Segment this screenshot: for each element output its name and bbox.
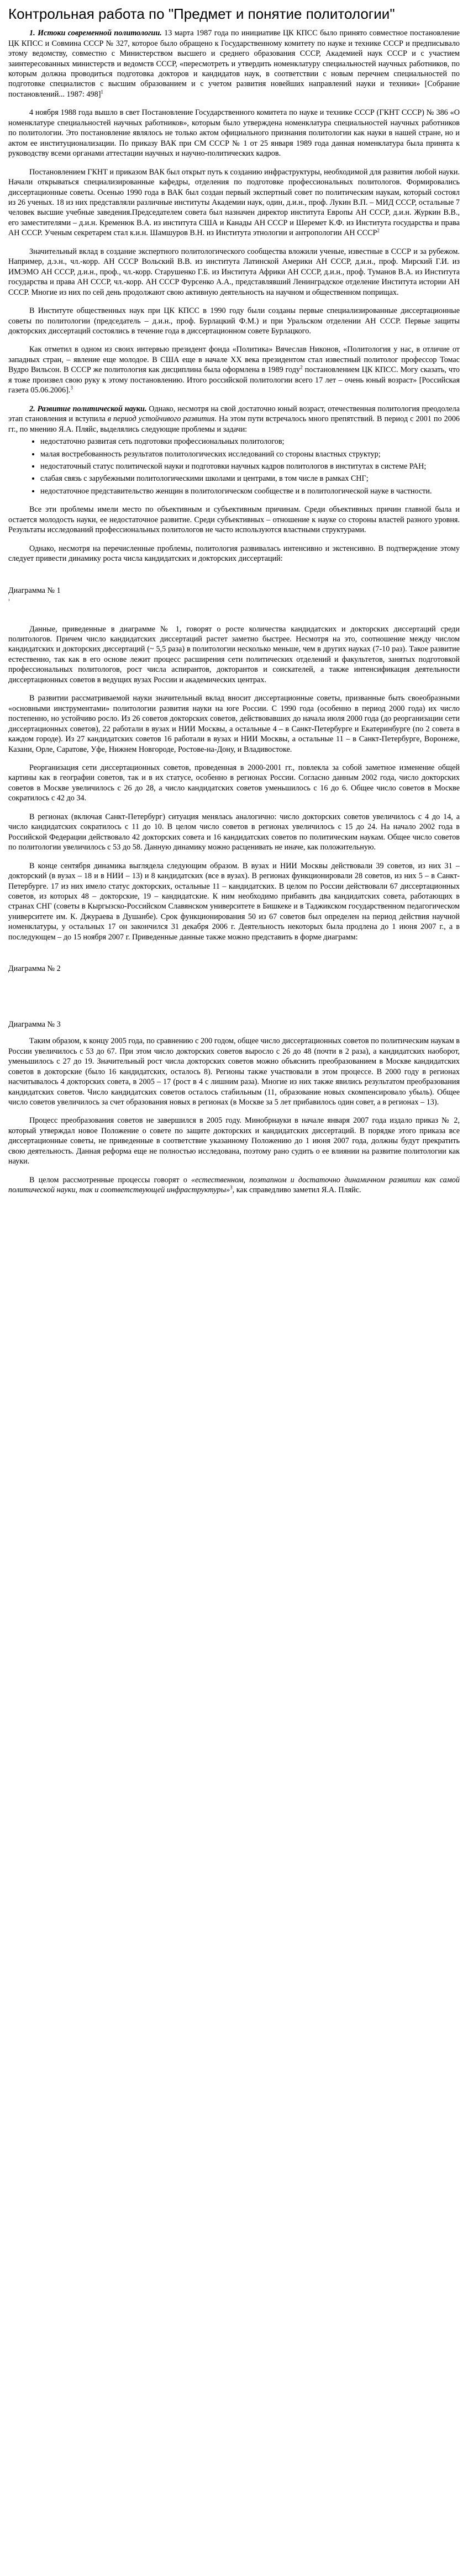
section2-intro-text: Однако, несмотря на свой достаточно юный возраст, отечественная политология преодолела этап становления и вступила	[8, 404, 460, 424]
section3-paragraph-1: Данные, приведенные в диаграмме № 1, говорят о росте количества кандидатских и докторских диссертаций среди политологов. Причем число кандидатских диссертаций растет заметно быстрее. Несмотря на это, соотношение между числом кандидатских и докторских диссертаций (~ 5,5 раза) в политологии несколько меньше, чем в других науках (7-10 раз). Такое развитие естественно, так как в его основе лежит процесс расширения сети политических отделений и факультетов, занятых подготовкой профессиональных политологов, рост числа аспирантов, докторантов и соискателей, а также интенсификация деятельности диссертационных советов в ведущих вузах России и академических центрах.	[8, 624, 460, 684]
section1-p1-text: 13 марта 1987 года по инициативе ЦК КПСС было принято совместное постановление ЦК КПСС и Совмина СССР № 327, которое было обращено к Государственному комитету по науке и технике СССР и предписывало этому ведомству, совместно с Министерством высшего и среднего образования СССР, Академией наук СССР и с участием заинтересованных министерств и ведомств СССР, «пересмотреть и утвердить номенклатуру специальностей научных работников, по которым должна проводиться подготовка докторов и кандидатов наук, в соответствии с новым перечнем специальностей по подготовке специалистов с высшим образованием и с учетом развития новейших направлений науки и техники» [Собрание постановлений... 1987: 498]	[8, 29, 460, 99]
footnote-ref: 1	[101, 89, 103, 95]
section3-paragraph-5: В конце сентября динамика выглядела следующим образом. В вузах и НИИ Москвы действовали 39 советов, из них 31 – докторский (в вузах – 18 и в НИИ – 13) и 8 кандидатских (все в вузах). В регионах функционировали 28 советов, из них 5 – в Санкт-Петербурге. 17 из них имело статус докторских, остальные 11 – кандидатских. В целом по России действовали 67 диссертационных советов, из которых 48 – докторские, 19 – кандидатские. К ним необходимо прибавить два кандидатских совета, работающих в странах СНГ (советы в Кыргызско-Российском Славянском университете в Бишкеке и в Таджикском государственном педагогическом университете им. К. Джураева в Душанбе). Срок функционирования 50 из 67 советов был определен на период действия научной номенклатуры, у остальных 17 он закончился 31 декабря 2006 г. Деятельность некоторых была продлена до 1 июня 2007 г., а в последующем – до 15 ноября 2007 г. Приведенные данные также можно представить в форме диаграмм:	[8, 861, 460, 942]
diagram-2-area	[8, 976, 460, 998]
section4-paragraph-3	[8, 1175, 460, 1196]
section1-heading: Истоки современной политологии.	[38, 29, 162, 38]
footnote-ref: 2	[300, 364, 303, 370]
section1-paragraph-2: 4 ноября 1988 года вышло в свет Постановление Государственного комитета по науке и технике СССР (ГКНТ СССР) № 386 «О номенклатуре специальностей научных работников», которым было утверждена номенклатура специальностей научных работников по политологии. Это постановление являлось не только актом официального признания политологии как науки в нашей стране, но и актом ее институционализации. По приказу ВАК при СМ СССР № 1 от 25 января 1989 года данная номенклатура была принята к руководству всеми органами аттестации научных и научно-политических кадров.	[8, 108, 460, 158]
diagram-1-label: Диаграмма № 1	[8, 586, 61, 595]
section4-p3-text: В целом рассмотренные процессы говорят о	[29, 1175, 191, 1185]
section4-paragraph-1: Таким образом, к концу 2005 года, по сравнению с 200 годом, общее число диссертационных советов по политическим наукам в России увеличилось с 53 до 67. При этом число докторских советов выросло с 26 до 48 (почти в 2 раза), а кандидатских наоборот, уменьшилось с 27 до 19. Значительный рост числа докторских советов можно объяснить преобразованием в Москве кандидатских советов в докторские (было 16 кандидатских, осталось 8). Регионы также участвовали в этом процессе. В 2000 году в регионах насчитывалось 4 докторских совета, в 2005 – 17 (рост в 4 с лишним раза). Многие из них также явились результатом преобразования кандидатских советов. Число кандидатских советов осталось стабильным (11, образование новых скомпенсировало убыль). Общее число советов увеличилось за счет образования новых в регионах (в Москве за 5 лет прибавилось один совет, а в регионах – 13).	[8, 1037, 460, 1107]
section4-p3-quote: «естественном, поэтапном и достаточно динамичном развитии как самой политической науки, так и соответствующей инфраструктуры»	[8, 1175, 460, 1195]
section1-paragraph-3	[8, 167, 460, 238]
section2-paragraph-after-2: Однако, несмотря на перечисленные проблемы, политология развивалась интенсивно и экстенсивно. В подтверждение этому следует привести динамику роста числа кандидатских и докторских диссертаций:	[8, 544, 460, 564]
section4-paragraph-2: Процесс преобразования советов не завершился в 2005 году. Минобрнауки в начале января 2007 года издало приказ № 2, который утверждал новое Положение о совете по защите докторских и кандидатских диссертаций. В порядке этого приказа все диссертационные советы, не приведенные в соответствие указанному Положению до 1 июня 2007 года, должны будут прекратить свою деятельность. Данная реформа еще не полностью исследована, поэтому рано судить о ее влиянии на развитие политологии как науки.	[8, 1116, 460, 1166]
diagram-1-mark: ¹	[8, 597, 10, 603]
footnote-ref: 3	[70, 385, 73, 391]
section1-heading-number: 1.	[29, 29, 35, 38]
section1-paragraph-4: Значительный вклад в создание экспертного политологического сообщества вложили ученые, известные в СССР и за рубежом. Например, д.э.н., чл.-корр. АН СССР Вольский В.В. из института Латинской Америки АН СССР, д.и.н., проф. Мирский Г.И. из ИМЭМО АН СССР, д.и.н., проф., чл.-корр. Старушенко Г.Б. из Института Африки АН СССР, д.и.н., проф. Туманов В.А. из Института государства и права АН СССР, чл.-корр. АН СССР Фурсенко А.А., представлявший Ленинградское отделение Института истории АН СССР. Многие из них по сей день продолжают свою активную деятельность на научном и общественном поприщах.	[8, 247, 460, 297]
diagram-2-label: Диаграмма № 2	[8, 964, 61, 974]
section3-paragraph-4: В регионах (включая Санкт-Петербург) ситуация менялась аналогично: число докторских советов увеличилось с 4 до 14, а число кандидатских сократилось с 11 до 10. В целом число советов в регионах увеличилось с 15 до 24. На начало 2002 года в Российской Федерации действовало 42 докторских совета и 16 кандидатских советов по политическим наукам. Общее число советов по политологии увеличилось с 53 до 58. Данную динамику можно расценивать не иначе, как положительную.	[8, 812, 460, 852]
list-item: • недостаточный статус политической науки и подготовки научных кадров политологов в институтах в системе РАН;	[40, 461, 460, 471]
section3-paragraph-2: В развитии рассматриваемой науки значительный вклад вносит диссертационные советы, призванные быть своеобразными «основными инструментами» политологии развития науки на юге России. С 1990 года (особенно в период 2000 года) их число постепенно, но устойчиво росло. Из 26 советов докторских советов, действовавших до начала июля 2000 года (до реорганизации сети диссертационных советов), 22 работали в вузах и НИИ Москвы, а остальные 4 – в Санкт-Петербурге и Екатеринбурге (по 2 совета в каждом городе). Из 27 кандидатских советов 16 работали в вузах и НИИ Москвы, а остальные 11 – в Санкт-Петербурге, Воронеже, Казани, Орле, Саратове, Уфе, Нижнем Новгороде, Ростове-на-Дону, и Владивостоке.	[8, 694, 460, 754]
section1-paragraph-6	[8, 344, 460, 395]
section2-heading-number: 2.	[29, 404, 35, 413]
list-item: • малая востребованность результатов политологических исследований со стороны властных структур;	[40, 449, 460, 459]
footnote-ref: 2	[377, 227, 380, 233]
section2-intro	[8, 404, 460, 434]
section2-intro-text2: На этом пути встречалось много препятствий. В период с 2001 по 2006 гг., по мнению Я.А. Пляйс, выделялись следующие проблемы и задачи:	[8, 415, 460, 434]
section3-paragraph-3: Реорганизация сети диссертационных советов, проведенная в 2000-2001 гг., повлекла за собой заметное изменение общей картины как в географии советов, так и в их статусе, особенно в регионах России. Согласно данным 2002 года, число докторских советов в Москве увеличилось с 26 до 28, а число кандидатских советов уменьшилось с 16 до 6. Общее число советов в Москве сократилось с 42 до 34.	[8, 763, 460, 803]
section1-p6-text2: постановлением ЦК КПСС. Могу сказать, что я тоже произвел свою руку к этому постановлению. Итого российской политологии всего 17 лет – очень юный возраст» [Российская газета 05.06.2006].	[8, 365, 460, 395]
page-title: Контрольная работа по "Предмет и понятие политологии"	[8, 6, 395, 22]
list-item: • недостаточное представительство женщин в политологическом сообществе и в политологической науке в частности.	[40, 486, 460, 496]
list-item: • слабая связь с зарубежными политологическими школами и центрами, в том числе в рамках СНГ;	[40, 474, 460, 484]
footnote-ref: 3	[230, 1185, 233, 1191]
section1-p3-text: Постановлением ГКНТ и приказом ВАК был открыт путь к созданию инфраструктуры, необходимой для развития любой науки. Начали открываться специализированные кафедры, отделения по подготовке профессиональных политологов. Формировались диссертационные советы. Осенью 1990 года в ВАК был создан первый экспертный совет по политическим наукам, который состоял из 26 ученых. 18 из них представляли различные институты Академии наук, один, д.и.н., проф. Лукин В.П. – МИД СССР, остальные 7 человек высшие учебные заведения.Председателем совета был назначен директор института Европы АН СССР, д.и.н. Журкин В.В., его заместителями – д.и.н. Кременюк В.А. из института США и Канады АН СССР и Шеремет К.Ф. из Института государства и права АН СССР. Ученым секретарем стал к.и.н. Шамшуров В.Н. из Института этнологии и антропологии АН СССР	[8, 167, 460, 238]
diagram-3-area	[8, 1032, 460, 1036]
list-item: • недостаточно развитая сеть подготовки профессиональных политологов;	[40, 437, 460, 447]
section2-heading: Развитие политической науки.	[37, 404, 147, 413]
problems-list	[8, 437, 460, 496]
section1-paragraph-5: В Институте общественных наук при ЦК КПСС в 1990 году были созданы первые специализированные диссертационные советы по политологии (председатель – д.и.н., проф. Бурлацкий Ф.М.) и при Уральском отделении АН СССР. Первые защиты докторских диссертаций состоялись в течение года в диссертационном совете Бурлацкого.	[8, 306, 460, 336]
section1-p6-text: Как отметил в одном из своих интервью президент фонда «Политика» Вячеслав Никонов, «Политология у нас, в отличие от западных стран, – явление еще молодое. В США еще в начале XX века президентом стал известный политолог профессор Томас Вудро Вильсон. В СССР же политология как дисциплина была оформлена в 1989 году	[8, 345, 460, 375]
section1-paragraph-1	[8, 28, 460, 99]
section2-intro-italic: в период устойчивого развития.	[107, 415, 217, 424]
document-page	[0, 0, 468, 1215]
section2-paragraph-after: Все эти проблемы имели место по объективным и субъективным причинам. Среди объективных причин главной была и остается молодость науки, ее недостаточное развитие. Среди субъективных – отношение к науке со стороны властей разного уровня. Результаты исследований профессиональных политологов не часто используются властными структурами.	[8, 505, 460, 535]
diagram-3-label: Диаграмма № 3	[8, 1020, 61, 1029]
section4-p3-text2: , как справедливо заметил Я.А. Пляйс.	[232, 1186, 361, 1195]
